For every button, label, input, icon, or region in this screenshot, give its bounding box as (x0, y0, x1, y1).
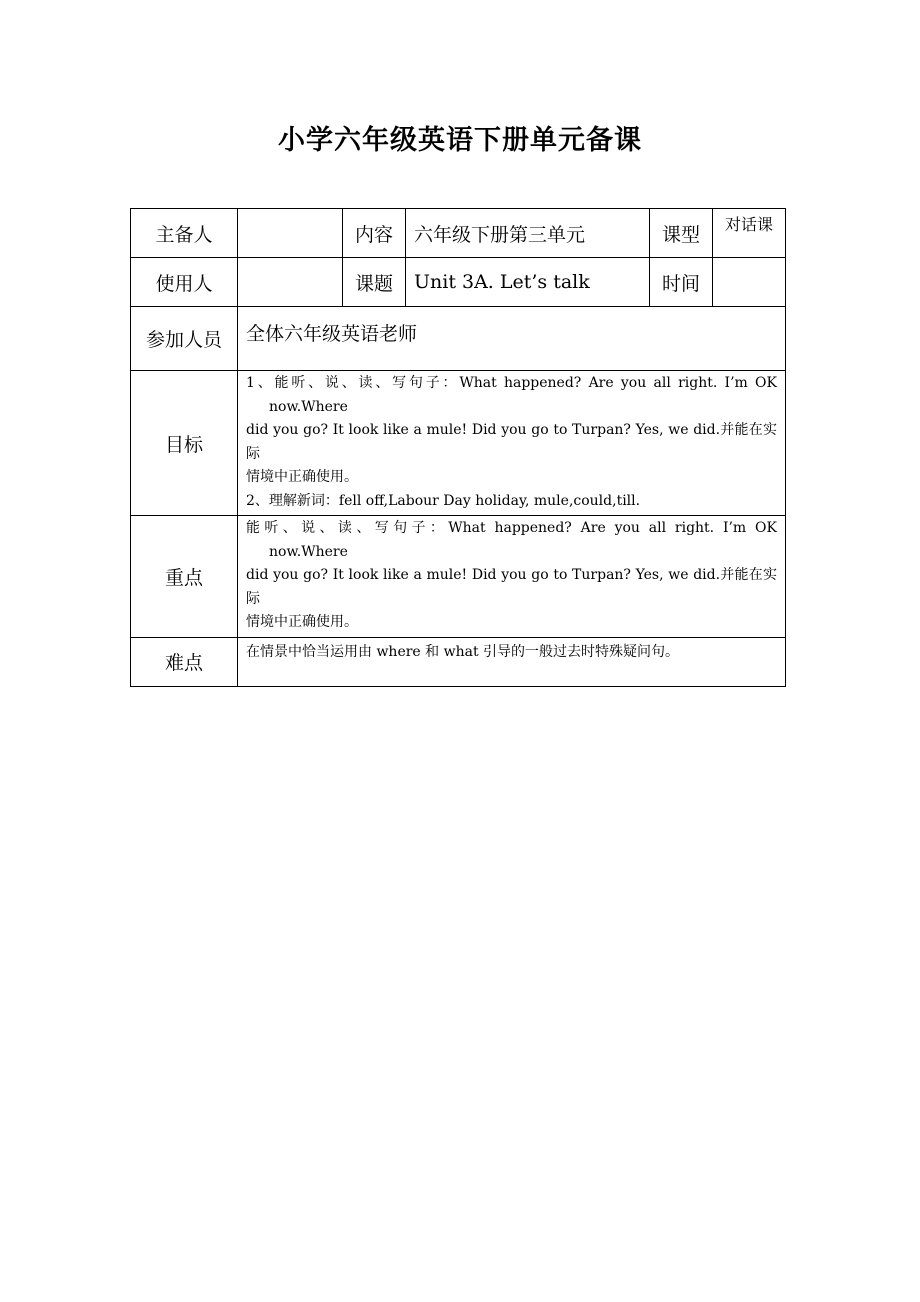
goals-line-2: now.Where (269, 398, 348, 415)
key-points-line-3: did you go? It look like a mule! Did you go to Turpan? Yes, we did.并能在实际 (246, 567, 777, 607)
goals-line-3: did you go? It look like a mule! Did you go to Turpan? Yes, we did.并能在实际 (246, 422, 777, 462)
participants-value: 全体六年级英语老师 (238, 307, 786, 371)
time-value (713, 258, 786, 307)
lesson-plan-table (130, 208, 786, 687)
type-value: 对话课 (713, 209, 786, 258)
topic-value: Unit 3A. Let’s talk (406, 258, 650, 307)
goals-content (238, 371, 786, 516)
goals-label: 目标 (131, 371, 238, 516)
content-label: 内容 (343, 209, 406, 258)
preparer-value (238, 209, 343, 258)
key-points-line-4: 情境中正确使用。 (246, 614, 358, 630)
type-label: 课型 (650, 209, 713, 258)
preparer-label: 主备人 (131, 209, 238, 258)
key-points-label: 重点 (131, 516, 238, 638)
topic-label: 课题 (343, 258, 406, 307)
user-label: 使用人 (131, 258, 238, 307)
table-row-participants (131, 307, 786, 371)
participants-label: 参加人员 (131, 307, 238, 371)
key-points-content (238, 516, 786, 638)
goals-line-5: 2、理解新词：fell off,Labour Day holiday, mule,could,till. (246, 492, 641, 509)
goals-line-1: 1、能听、说、读、写句子：What happened? Are you all right. I’m OK (246, 375, 777, 391)
table-row-key-points (131, 516, 786, 638)
table-row-user (131, 258, 786, 307)
key-points-line-2: now.Where (269, 543, 348, 560)
difficulties-label: 难点 (131, 637, 238, 686)
document-title: 小学六年级英语下册单元备课 (278, 125, 642, 156)
difficulties-value: 在情景中恰当运用由 where 和 what 引导的一般过去时特殊疑问句。 (238, 637, 786, 686)
key-points-line-1: 能听、说、读、写句子：What happened? Are you all right. I’m OK (246, 520, 777, 536)
content-value: 六年级下册第三单元 (406, 209, 650, 258)
time-label: 时间 (650, 258, 713, 307)
table-row-goals (131, 371, 786, 516)
table-row-preparer (131, 209, 786, 258)
goals-line-4: 情境中正确使用。 (246, 469, 358, 485)
user-value (238, 258, 343, 307)
table-row-difficulties (131, 637, 786, 686)
